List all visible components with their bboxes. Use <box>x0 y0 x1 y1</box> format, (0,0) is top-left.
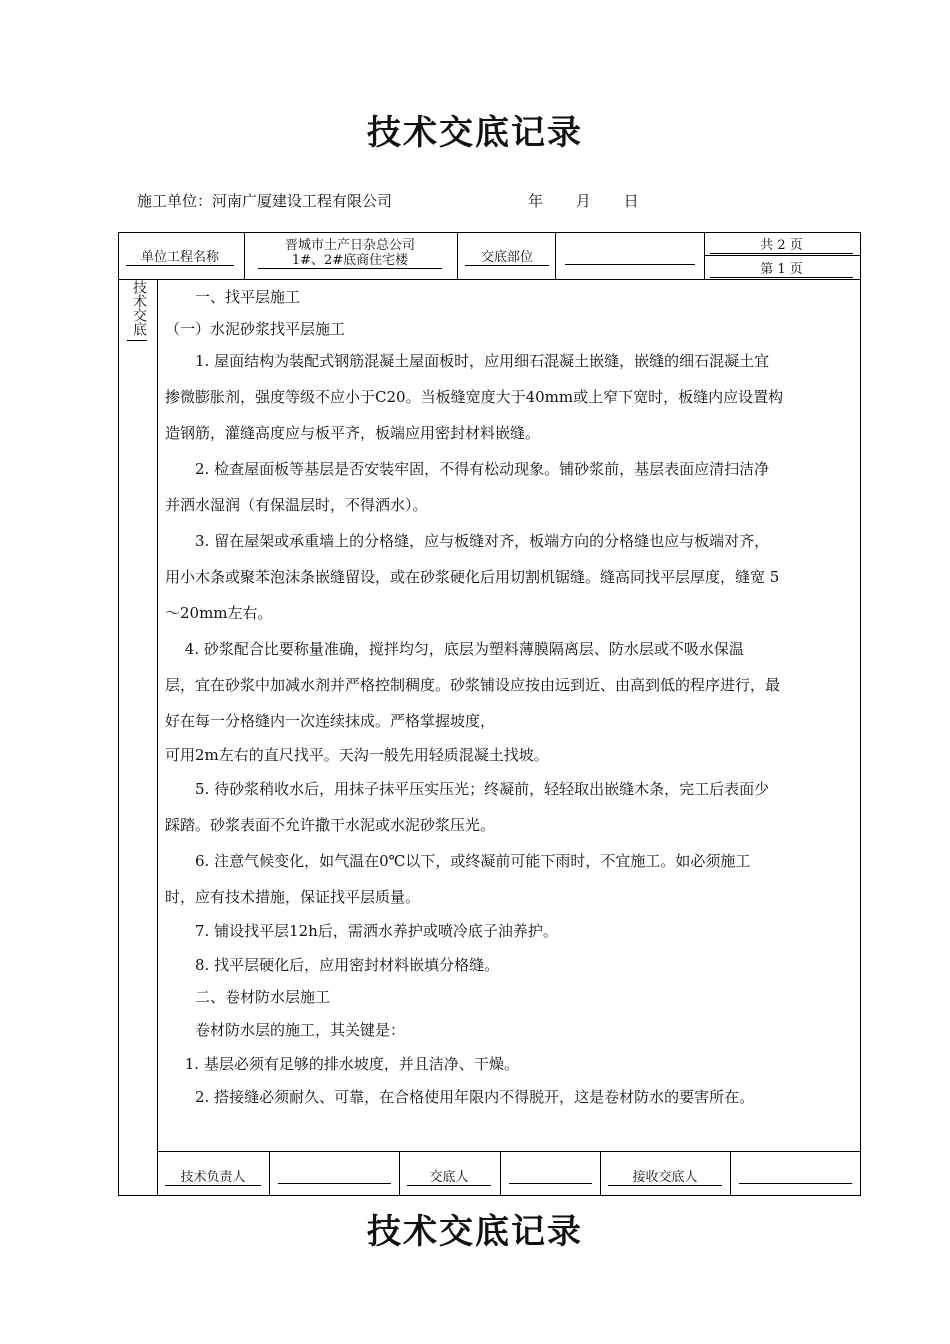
receiver-blank <box>739 1183 852 1184</box>
content-line: （一）水泥砂浆找平层施工 <box>165 320 346 338</box>
discloser-blank <box>509 1183 592 1184</box>
content-line: 用小木条或聚苯泡沫条嵌缝留设，或在砂浆硬化后用切割机锯缝。缝高同找平层厚度，缝宽 5 <box>165 568 780 586</box>
content-line: 并洒水湿润（有保温层时，不得洒水）。 <box>165 496 428 514</box>
content-line: 1. 屋面结构为装配式钢筋混凝土屋面板时，应用细石混凝土嵌缝，嵌缝的细石混凝土宜 <box>165 352 770 370</box>
footer-divider <box>157 1151 861 1152</box>
content-line: 卷材防水层的施工，其关键是： <box>165 1021 406 1039</box>
page-number: 第 1 页 <box>710 258 853 278</box>
side-column-divider <box>157 279 158 1196</box>
unit-name-value <box>250 238 450 269</box>
content-line: ～20mm左右。 <box>165 604 273 622</box>
content-line: 二、卷材防水层施工 <box>165 988 331 1006</box>
content-line: 好在每一分格缝内一次连续抹成。严格掌握坡度， <box>165 712 496 730</box>
content-line: 7. 铺设找平层12h后，需洒水养护或喷冷底子油养护。 <box>165 922 558 940</box>
content-line: 6. 注意气候变化，如气温在0℃以下，或终凝前可能下雨时，不宜施工。如必须施工 <box>165 852 751 870</box>
next-page-title: 技术交底记录 <box>367 1212 583 1252</box>
content-line: 4. 砂浆配合比要称量准确，搅拌均匀，底层为塑料薄膜隔离层、防水层或不吸水保温 <box>165 640 744 658</box>
content-line: 层，宜在砂浆中加减水剂并严格控制稠度。砂浆铺设应按由远到近、由高到低的程序进行，最 <box>165 676 781 694</box>
construction-unit: 施工单位：河南广厦建设工程有限公司 <box>137 192 393 210</box>
date-month: 月 <box>575 192 591 210</box>
footer-col-3 <box>500 1151 501 1196</box>
content-line: 3. 留在屋架或承重墙上的分格缝，应与板缝对齐，板端方向的分格缝也应与板端对齐， <box>165 532 770 550</box>
content-line: 一、找平层施工 <box>165 288 301 306</box>
content-line: 8. 找平层硬化后，应用密封材料嵌填分格缝。 <box>165 956 500 974</box>
side-label: 技术交底 <box>131 280 147 336</box>
col-divider-1 <box>244 232 245 279</box>
disclosure-part-label: 交底部位 <box>465 246 549 266</box>
footer-col-1 <box>269 1151 270 1196</box>
date-day: 日 <box>623 192 639 210</box>
side-label-underline <box>127 340 147 341</box>
unit-name-line-1: 晋城市土产日杂总公司 <box>284 238 415 253</box>
content-line: 5. 待砂浆稍收水后，用抹子抹平压实压光；终凝前，轻轻取出嵌缝木条，完工后表面少 <box>165 780 770 798</box>
date-year: 年 <box>528 192 544 210</box>
content-line: 1. 基层必须有足够的排水坡度，并且洁净、干燥。 <box>165 1055 519 1073</box>
document-title: 技术交底记录 <box>367 113 583 153</box>
unit-name-line-2: 1#、2#底商住宅楼 <box>258 253 442 269</box>
tech-lead-blank <box>278 1183 391 1184</box>
footer-col-5 <box>730 1151 731 1196</box>
receiver-label: 接收交底人 <box>608 1166 722 1186</box>
total-pages: 共 2 页 <box>710 234 853 254</box>
content-line: 2. 检查屋面板等基层是否安装牢固，不得有松动现象。铺砂浆前，基层表面应清扫洁净 <box>165 460 770 478</box>
content-line: 掺微膨胀剂，强度等级不应小于C20。当板缝宽度大于40mm或上窄下宽时，板缝内应设置构 <box>165 388 784 406</box>
content-line: 时，应有技术措施，保证找平层质量。 <box>165 888 421 906</box>
content-line: 踩踏。砂浆表面不允许撒干水泥或水泥砂浆压光。 <box>165 816 496 834</box>
header-divider <box>118 279 861 280</box>
unit-name-label: 单位工程名称 <box>126 246 234 266</box>
page-divider <box>704 255 861 256</box>
discloser-label: 交底人 <box>407 1166 491 1186</box>
col-divider-2 <box>457 232 458 279</box>
disclosure-part-blank <box>565 264 695 265</box>
col-divider-3 <box>555 232 556 279</box>
tech-lead-label: 技术负责人 <box>165 1166 261 1186</box>
date-fields <box>528 190 653 211</box>
content-line: 2. 搭接缝必须耐久、可靠，在合格使用年限内不得脱开，这是卷材防水的要害所在。 <box>165 1088 755 1106</box>
footer-col-2 <box>399 1151 400 1196</box>
content-line: 可用2m左右的直尺找平。天沟一般先用轻质混凝土找坡。 <box>165 746 549 764</box>
content-line: 造钢筋，灌缝高度应与板平齐，板端应用密封材料嵌缝。 <box>165 424 541 442</box>
footer-col-4 <box>600 1151 601 1196</box>
